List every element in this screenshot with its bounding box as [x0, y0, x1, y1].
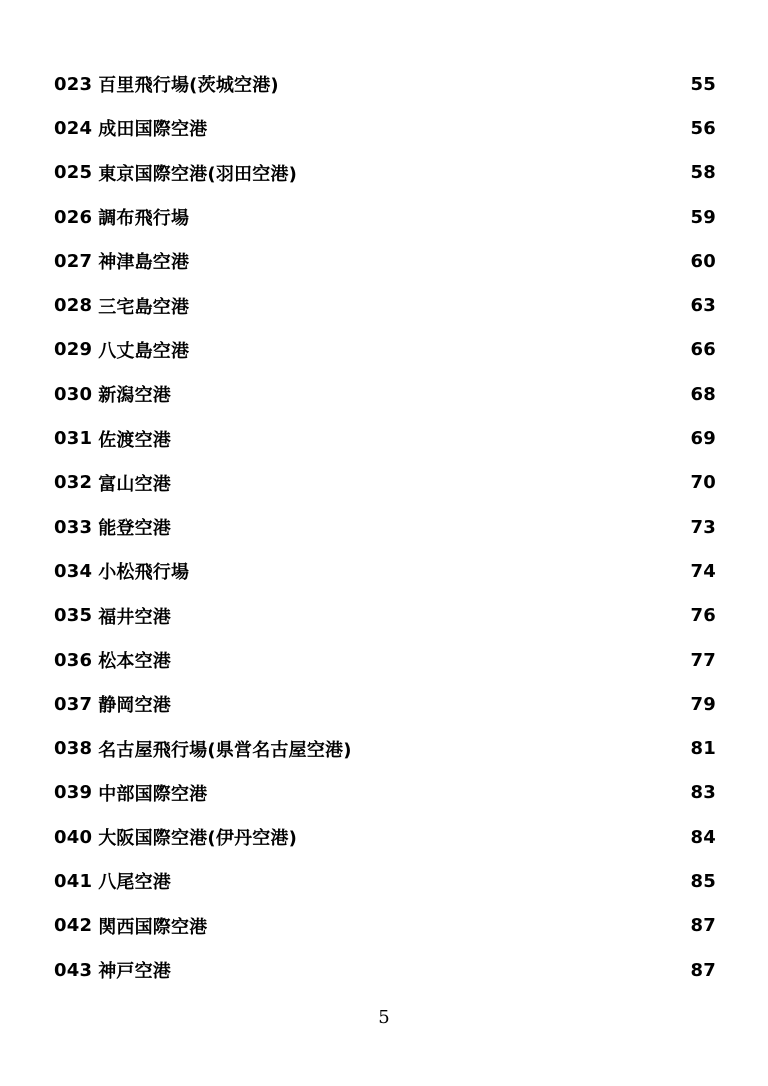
toc-entry[interactable] [54, 726, 716, 770]
toc-entry-label [54, 248, 189, 274]
toc-entry-label [54, 558, 189, 584]
toc-entry-title: 大阪国際空港(伊丹空港) [98, 828, 298, 850]
toc-entry-page-number: 59 [690, 206, 716, 228]
toc-entry-title: 中部国際空港 [98, 783, 208, 805]
toc-entry-code: 032 [54, 472, 93, 494]
toc-entry-label [54, 957, 171, 983]
toc-entry-title: 松本空港 [98, 651, 171, 672]
toc-entry-page-number: 79 [690, 693, 716, 715]
toc-entry-title: 神津島空港 [98, 252, 190, 274]
toc-entry-page-number: 74 [690, 560, 716, 582]
toc-entry[interactable] [54, 549, 716, 593]
toc-entry[interactable] [54, 771, 716, 815]
toc-entry[interactable] [54, 505, 716, 549]
toc-entry-label [54, 824, 297, 850]
toc-entry-code: 029 [54, 339, 93, 361]
toc-entry-title: 名古屋飛行場(県営名古屋空港) [98, 739, 352, 761]
toc-entry-page-number: 76 [690, 605, 716, 627]
toc-entry[interactable] [54, 904, 716, 948]
toc-entry-code: 040 [54, 826, 93, 848]
toc-entry-title: 新潟空港 [98, 385, 171, 407]
toc-entry-label [54, 780, 207, 806]
toc-entry-page-number: 60 [690, 250, 716, 272]
toc-entry-code: 023 [54, 73, 93, 95]
toc-entry-label [54, 647, 171, 673]
toc-entry-title: 調布飛行場 [98, 208, 190, 230]
toc-entry-title: 八尾空港 [98, 872, 171, 894]
toc-entry-code: 034 [54, 560, 93, 582]
toc-entry-page-number: 68 [690, 383, 716, 405]
toc-entry-title: 神戸空港 [98, 961, 171, 983]
toc-entry[interactable] [54, 195, 716, 239]
toc-entry-code: 043 [54, 959, 93, 981]
toc-entry-label [54, 293, 189, 319]
toc-entry-code: 037 [54, 693, 93, 715]
toc-entry-code: 031 [54, 428, 93, 450]
toc-entry-label [54, 381, 171, 407]
toc-entry-page-number: 84 [690, 826, 716, 848]
toc-entry-label [54, 204, 189, 230]
toc-entry-label [54, 71, 279, 97]
toc-entry-code: 041 [54, 870, 93, 892]
toc-entry-page-number: 63 [690, 295, 716, 317]
toc-entry[interactable] [54, 416, 716, 460]
toc-entry-code: 036 [54, 649, 93, 671]
toc-entry-label [54, 868, 171, 894]
toc-entry-label [54, 426, 171, 452]
toc-entry-title: 東京国際空港(羽田空港) [98, 163, 298, 185]
toc-entry-label [54, 115, 207, 141]
toc-entry-label [54, 514, 171, 540]
toc-entry-title: 関西国際空港 [98, 916, 208, 938]
toc-entry-page-number: 58 [690, 162, 716, 184]
toc-entry-title: 佐渡空港 [98, 429, 171, 451]
toc-entry-code: 024 [54, 117, 93, 139]
toc-entry-page-number: 85 [690, 870, 716, 892]
toc-entry-page-number: 70 [690, 472, 716, 494]
toc-entry-label [54, 160, 297, 186]
toc-entry-label [54, 913, 207, 939]
toc-entry-page-number: 87 [690, 915, 716, 937]
page-number: 5 [378, 1007, 390, 1028]
toc-entry-title: 成田国際空港 [98, 119, 208, 141]
toc-entry[interactable] [54, 106, 716, 150]
toc-entry-code: 033 [54, 516, 93, 538]
toc-entry[interactable] [54, 682, 716, 726]
toc-entry-page-number: 56 [690, 117, 716, 139]
toc-entry-page-number: 81 [690, 738, 716, 760]
toc-entry[interactable] [54, 151, 716, 195]
toc-entry-label [54, 603, 171, 629]
toc-entry-title: 福井空港 [98, 606, 171, 628]
toc-entry-code: 039 [54, 782, 93, 804]
toc-entry-code: 028 [54, 295, 93, 317]
toc-entry-page-number: 73 [690, 516, 716, 538]
toc-entry-label [54, 470, 171, 496]
toc-entry[interactable] [54, 594, 716, 638]
toc-entry-code: 035 [54, 605, 93, 627]
table-of-contents [54, 62, 716, 992]
toc-entry-code: 038 [54, 738, 93, 760]
toc-entry-title: 富山空港 [98, 473, 171, 495]
toc-entry[interactable] [54, 372, 716, 416]
toc-entry-page-number: 69 [690, 428, 716, 450]
toc-entry[interactable] [54, 239, 716, 283]
toc-entry[interactable] [54, 815, 716, 859]
toc-entry-label [54, 691, 171, 717]
toc-entry-code: 026 [54, 206, 93, 228]
toc-entry[interactable] [54, 283, 716, 327]
toc-entry-page-number: 55 [690, 73, 716, 95]
toc-entry[interactable] [54, 859, 716, 903]
toc-entry-title: 三宅島空港 [98, 296, 190, 318]
toc-entry-title: 八丈島空港 [98, 340, 190, 362]
toc-entry-title: 能登空港 [98, 518, 171, 540]
toc-entry-page-number: 66 [690, 339, 716, 361]
toc-entry[interactable] [54, 62, 716, 106]
toc-entry-title: 百里飛行場(茨城空港) [98, 75, 279, 97]
toc-entry-page-number: 87 [690, 959, 716, 981]
toc-entry-page-number: 83 [690, 782, 716, 804]
toc-entry[interactable] [54, 638, 716, 682]
toc-entry-code: 025 [54, 162, 93, 184]
toc-entry-label [54, 337, 189, 363]
toc-entry[interactable] [54, 461, 716, 505]
toc-entry-code: 027 [54, 250, 93, 272]
toc-entry-code: 030 [54, 383, 93, 405]
toc-entry-page-number: 77 [690, 649, 716, 671]
toc-entry-title: 小松飛行場 [98, 562, 190, 584]
toc-entry-label [54, 736, 352, 762]
toc-entry-code: 042 [54, 915, 93, 937]
toc-entry-title: 静岡空港 [98, 695, 171, 717]
toc-entry[interactable] [54, 328, 716, 372]
toc-entry[interactable] [54, 948, 716, 992]
